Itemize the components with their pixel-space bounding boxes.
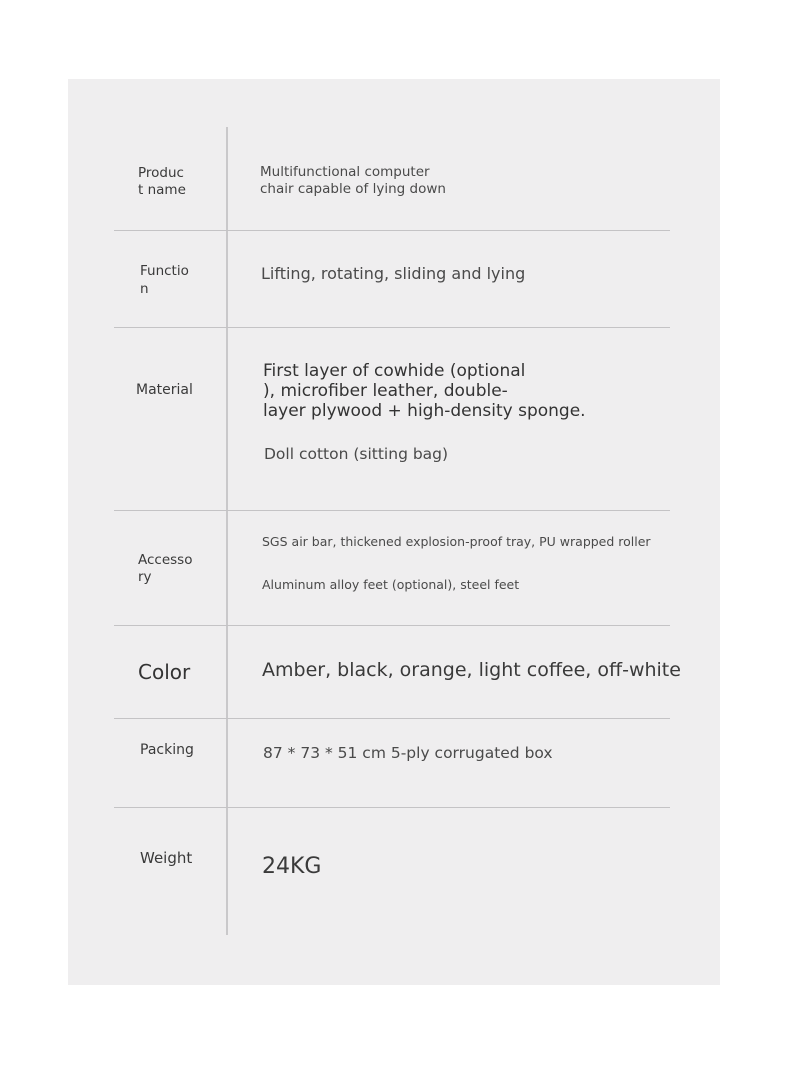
value-line: ), microfiber leather, double- [263, 381, 508, 401]
row-divider [114, 230, 670, 231]
row-divider [114, 625, 670, 626]
label-line: Functio [140, 263, 189, 279]
label-line: Produc [138, 165, 184, 181]
label-function [140, 262, 189, 298]
column-divider [226, 127, 228, 935]
value-line: layer plywood + high-density sponge. [263, 401, 586, 421]
value-material-bag: Doll cotton (sitting bag) [264, 445, 449, 463]
label-line: ry [138, 569, 152, 585]
label-line: n [140, 281, 149, 297]
label-weight: Weight [140, 849, 193, 867]
value-function: Lifting, rotating, sliding and lying [261, 264, 526, 283]
row-divider [114, 807, 670, 808]
label-line: Accesso [138, 552, 193, 568]
label-product-name [138, 165, 186, 199]
row-divider [114, 718, 670, 719]
value-weight: 24KG [262, 854, 322, 879]
label-accessory [138, 552, 192, 586]
row-divider [114, 510, 670, 511]
spec-card [68, 79, 720, 985]
value-line: First layer of cowhide (optional [263, 361, 526, 381]
value-material [263, 361, 586, 421]
label-packing: Packing [140, 742, 194, 758]
label-line: t name [138, 182, 186, 198]
value-line: chair capable of lying down [260, 181, 446, 197]
value-packing: 87 * 73 * 51 cm 5-ply corrugated box [263, 744, 553, 762]
value-line: Multifunctional computer [260, 164, 430, 180]
row-divider [114, 327, 670, 328]
value-color: Amber, black, orange, light coffee, off-white [262, 659, 681, 681]
value-accessory-feet: Aluminum alloy feet (optional), steel feet [262, 577, 520, 592]
label-material: Material [136, 382, 193, 398]
value-accessory: SGS air bar, thickened explosion-proof tray, PU wrapped roller [262, 534, 651, 549]
value-product-name [260, 164, 446, 198]
label-color: Color [138, 660, 191, 684]
